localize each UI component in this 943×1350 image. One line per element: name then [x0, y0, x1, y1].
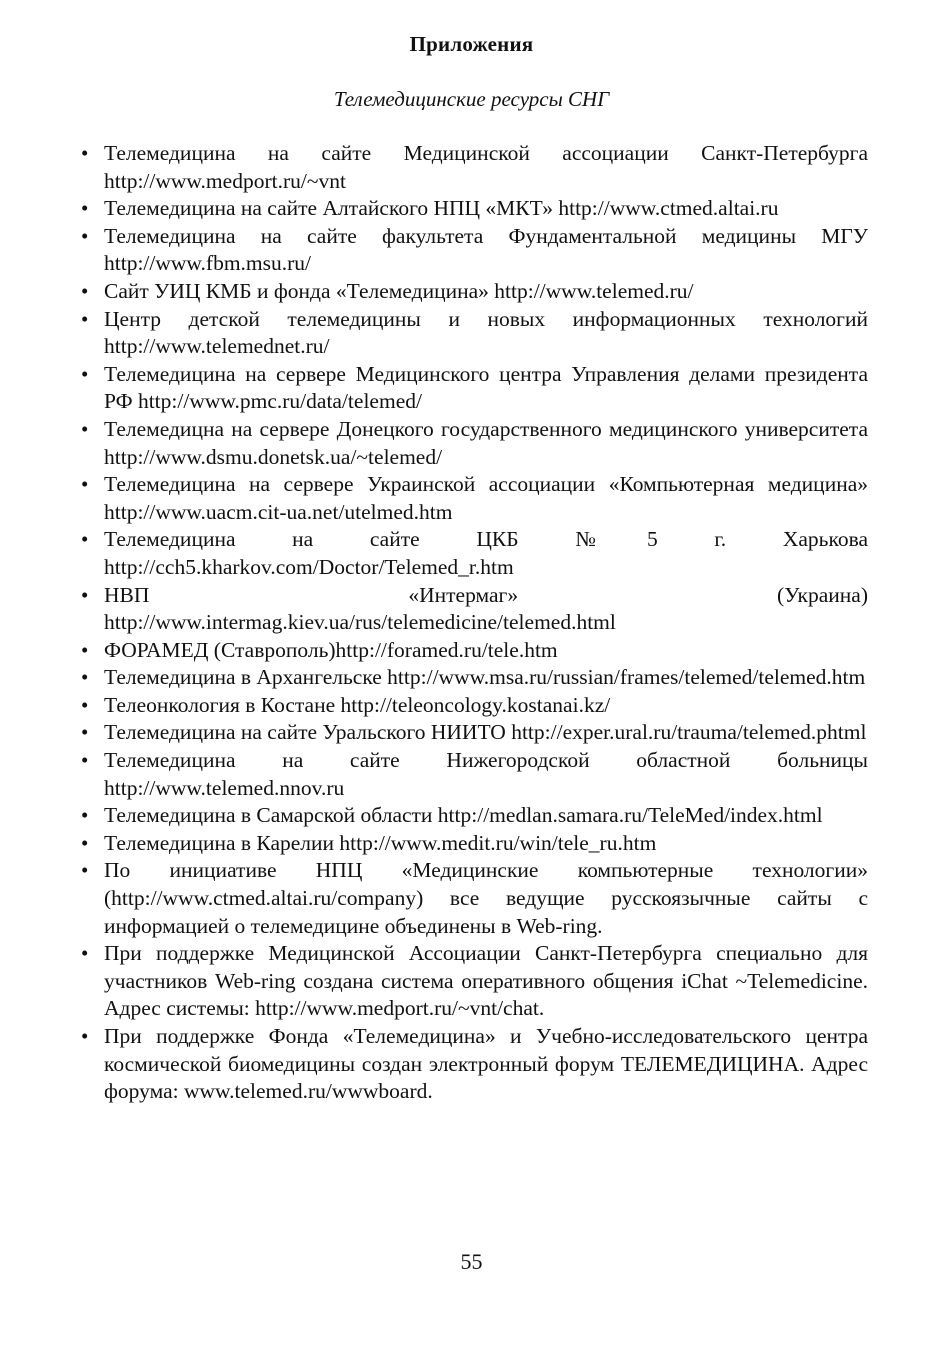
list-item-text: НВП «Интермаг» (Украина) http://www.intermag.kiev.ua/rus/telemedicine/telemed.html — [104, 582, 868, 635]
list-item — [78, 830, 868, 858]
list-item-text: Телемедицина на сервере Украинской ассоциации «Компьютерная медицина» http://www.uacm.cit-ua.net/utelmed.htm — [104, 472, 868, 524]
list-item — [78, 747, 868, 802]
list-item — [78, 526, 868, 581]
bullet-icon: • — [81, 223, 89, 248]
list-item-text: Телемедицина на сайте Алтайского НПЦ «МКТ» http://www.ctmed.altai.ru — [104, 196, 779, 221]
bullet-icon: • — [81, 720, 89, 745]
list-item — [78, 1023, 868, 1106]
page-heading: Приложения — [409, 32, 534, 56]
list-item — [78, 471, 868, 526]
bullet-icon: • — [81, 830, 89, 855]
bullet-icon: • — [81, 196, 89, 221]
bullet-icon: • — [81, 361, 89, 386]
list-item-text: При поддержке Медицинской Ассоциации Санкт-Петербурга специально для участников Web-ring создана система оперативного общения iChat ~Telemedicine. Адрес системы: http://www.medport.ru/~vnt/chat. — [104, 941, 868, 1021]
list-item — [78, 692, 868, 720]
list-item-text: Сайт УИЦ КМБ и фонда «Телемедицина» http://www.telemed.ru/ — [104, 278, 694, 303]
bullet-icon: • — [81, 472, 89, 497]
bullet-icon: • — [81, 582, 89, 607]
list-item-text: Телемедицина на сайте Нижегородской областной больницы http://www.telemed.nnov.ru — [104, 748, 868, 800]
list-item — [78, 719, 868, 747]
list-item — [78, 802, 868, 830]
list-item-text: Телемедицина на сайте ЦКБ №5 г. Харькова http://cch5.kharkov.com/Doctor/Telemed_r.htm — [104, 527, 868, 579]
section-subtitle: Телемедицинские ресурсы СНГ — [333, 87, 610, 111]
list-item — [78, 195, 868, 223]
bullet-icon: • — [81, 306, 89, 331]
bullet-icon: • — [81, 527, 89, 552]
bullet-icon: • — [81, 941, 89, 966]
list-item — [78, 416, 868, 471]
bullet-icon: • — [81, 416, 89, 441]
list-item — [78, 940, 868, 1023]
resource-list — [78, 140, 868, 1106]
page-number: 55 — [460, 1249, 483, 1274]
list-item-text: Телемедицна на сервере Донецкого государственного медицинского университета http://www.dsmu.donetsk.ua/~telemed/ — [104, 416, 868, 469]
list-item — [78, 361, 868, 416]
list-item-text: Телемедицина на сайте Медицинской ассоциации Санкт-Петербурга http://www.medport.ru/~vnt — [104, 141, 868, 193]
list-item-text: По инициативе НПЦ «Медицинские компьютерные технологии» (http://www.ctmed.altai.ru/company) все ведущие русскоязычные сайты с информацией о телемедицине объединены в Web-ring. — [104, 858, 868, 938]
list-item-text: Телемедицина в Самарской области http://medlan.samara.ru/TeleMed/index.html — [104, 803, 823, 828]
list-item — [78, 664, 868, 692]
list-item — [78, 582, 868, 637]
list-item — [78, 306, 868, 361]
list-item — [78, 223, 868, 278]
bullet-icon: • — [81, 858, 89, 883]
list-item — [78, 140, 868, 195]
list-item — [78, 637, 868, 665]
bullet-icon: • — [81, 1024, 89, 1048]
list-item-text: Телемедицина на сервере Медицинского центра Управления делами президента РФ http://www.pmc.ru/data/telemed/ — [104, 361, 868, 414]
list-item — [78, 857, 868, 940]
list-item-text: При поддержке Фонда «Телемедицина» и Учебно-исследовательского центра космической биомедицины создан электронный форум ТЕЛЕМЕДИЦИНА. Адрес форума: www.telemed.ru/wwwboard. — [104, 1024, 868, 1104]
list-item — [78, 278, 868, 306]
list-item-text: Телемедицина в Карелии http://www.medit.ru/win/tele_ru.htm — [104, 830, 657, 855]
list-item-text: Телемедицина в Архангельске http://www.msa.ru/russian/frames/telemed/telemed.htm — [104, 665, 866, 690]
list-item-text: ФОРАМЕД (Ставрополь)http://foramed.ru/tele.htm — [104, 637, 558, 662]
list-item-text: Телеонкология в Костане http://teleoncology.kostanai.kz/ — [104, 692, 611, 717]
bullet-icon: • — [81, 692, 89, 717]
bullet-icon: • — [81, 665, 89, 690]
list-item-text: Телемедицина на сайте Уральского НИИТО http://exper.ural.ru/trauma/telemed.phtml — [104, 720, 867, 745]
list-item-text: Центр детской телемедицины и новых информационных технологий http://www.telemednet.ru/ — [104, 306, 868, 359]
bullet-icon: • — [81, 748, 89, 773]
bullet-icon: • — [81, 141, 89, 165]
bullet-icon: • — [81, 637, 89, 662]
bullet-icon: • — [81, 803, 89, 828]
bullet-icon: • — [81, 278, 89, 303]
list-item-text: Телемедицина на сайте факультета Фундаментальной медицины МГУ http://www.fbm.msu.ru/ — [104, 223, 868, 276]
